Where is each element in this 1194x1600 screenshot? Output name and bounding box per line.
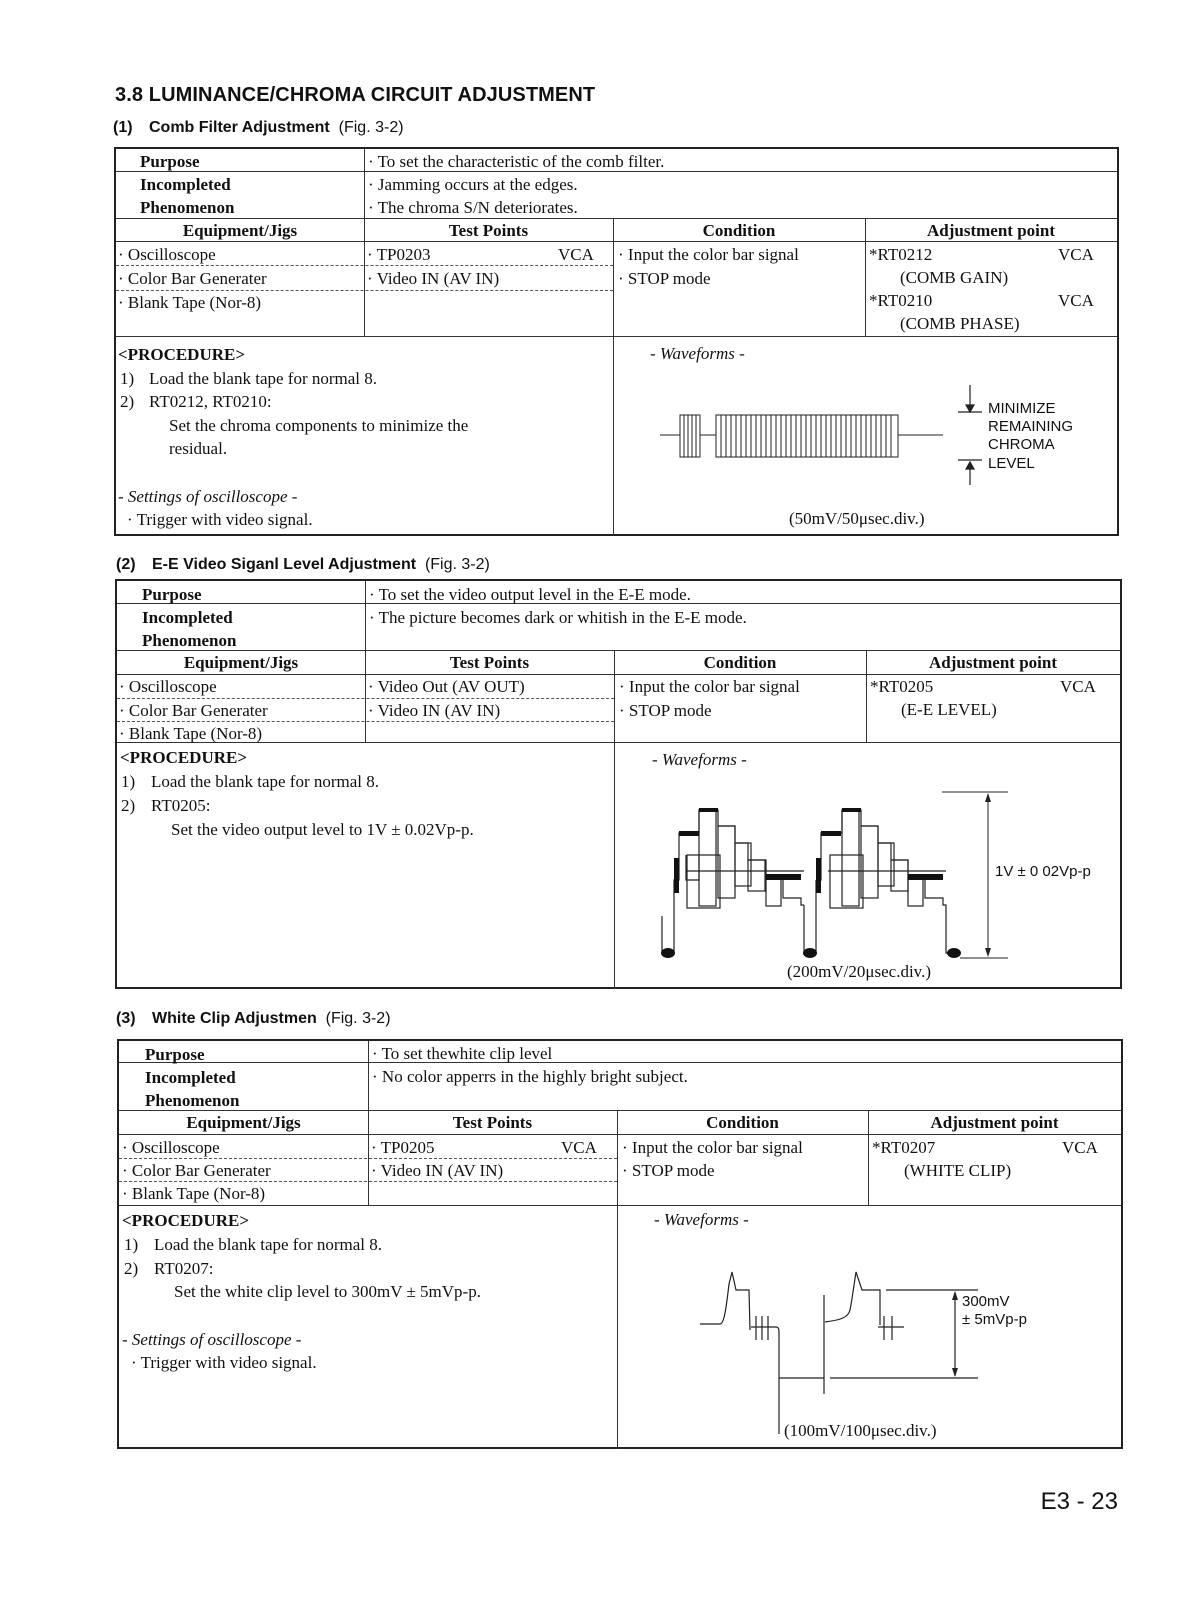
procedure-header: <PROCEDURE>	[118, 345, 246, 364]
condition-item: · Input the color bar signal	[622, 1138, 803, 1157]
adjustment-loc: VCA	[1058, 245, 1094, 264]
osc-setting: · Trigger with video signal.	[131, 1353, 317, 1372]
equipment-item: · Oscilloscope	[119, 677, 217, 696]
equipment-item: · Color Bar Generater	[119, 701, 268, 720]
equipment-item: · Oscilloscope	[122, 1138, 220, 1157]
waveform-note: REMAINING	[988, 418, 1074, 435]
condition-item: · Input the color bar signal	[618, 245, 799, 264]
procedure-step: Set the white clip level to 300mV ± 5mVp-p.	[174, 1282, 481, 1301]
minimize-level-arrows	[955, 385, 985, 485]
equipment-item: · Color Bar Generater	[118, 269, 267, 288]
equipment-header: Equipment/Jigs	[182, 221, 298, 240]
osc-settings-label: - Settings of oscilloscope -	[118, 487, 298, 506]
condition-item: · STOP mode	[618, 269, 711, 288]
section-3-heading: (3) White Clip Adjustmen (Fig. 3-2)	[116, 1010, 391, 1027]
adjustment-loc: VCA	[1060, 677, 1096, 696]
adjustment-point: *RT0210	[869, 291, 933, 310]
test-points-header: Test Points	[448, 221, 529, 240]
adjustment-label: (WHITE CLIP)	[904, 1161, 1012, 1180]
procedure-step: RT0207:	[154, 1259, 214, 1278]
procedure-step: Load the blank tape for normal 8.	[154, 1235, 383, 1254]
test-point: · TP0203	[367, 245, 431, 264]
adjustment-label: (E-E LEVEL)	[901, 700, 997, 719]
adjustment-point: *RT0205	[870, 677, 934, 696]
comb-filter-waveform	[660, 380, 960, 470]
adjustment-loc: VCA	[1058, 291, 1094, 310]
waveforms-label: - Waveforms -	[650, 344, 745, 363]
phenomenon-text: · The picture becomes dark or whitish in the E-E mode.	[369, 608, 747, 627]
purpose-text: · To set the video output level in the E-E mode.	[369, 585, 691, 604]
color-bar-waveform	[660, 800, 1020, 960]
scale-label: (100mV/100μsec.div.)	[784, 1421, 937, 1440]
adjustment-point: *RT0212	[869, 245, 933, 264]
procedure-step: RT0212, RT0210:	[149, 392, 272, 411]
procedure-step: RT0205:	[151, 796, 211, 815]
adjustment-label: (COMB PHASE)	[900, 314, 1020, 333]
procedure-step: residual.	[169, 439, 228, 458]
test-point: · Video IN (AV IN)	[371, 1161, 504, 1180]
adjustment-label: (COMB GAIN)	[900, 268, 1009, 287]
purpose-label: Purpose	[140, 152, 200, 171]
page-number: E3 - 23	[1040, 1488, 1118, 1515]
procedure-step: Load the blank tape for normal 8.	[149, 369, 378, 388]
test-point-loc: VCA	[561, 1138, 597, 1157]
equipment-item: · Oscilloscope	[118, 245, 216, 264]
equipment-item: · Blank Tape (Nor-8)	[118, 293, 262, 312]
section-2-heading: (2) E-E Video Siganl Level Adjustment (Fig. 3-2)	[116, 556, 490, 573]
waveform-note: ± 5mVp-p	[962, 1311, 1027, 1328]
waveforms-label: - Waveforms -	[654, 1210, 749, 1229]
equipment-item: · Blank Tape (Nor-8)	[122, 1184, 266, 1203]
procedure-step: Set the chroma components to minimize the	[169, 416, 469, 435]
scale-label: (50mV/50μsec.div.)	[789, 509, 925, 528]
procedure-header: <PROCEDURE>	[122, 1211, 250, 1230]
test-point: · TP0205	[371, 1138, 435, 1157]
incompleted-label: Incompleted	[140, 175, 231, 194]
section-1-heading: (1) Comb Filter Adjustment (Fig. 3-2)	[113, 119, 404, 136]
waveforms-label: - Waveforms -	[652, 750, 747, 769]
condition-item: · STOP mode	[622, 1161, 715, 1180]
condition-item: · STOP mode	[619, 701, 712, 720]
test-point: · Video Out (AV OUT)	[368, 677, 525, 696]
test-point-loc: VCA	[558, 245, 594, 264]
page-title: 3.8 LUMINANCE/CHROMA CIRCUIT ADJUSTMENT	[115, 84, 596, 106]
procedure-header: <PROCEDURE>	[120, 748, 248, 767]
equipment-item: · Color Bar Generater	[122, 1161, 271, 1180]
waveform-note: 1V ± 0 02Vp-p	[995, 863, 1091, 880]
waveform-note: CHROMA	[988, 436, 1055, 453]
procedure-step: Set the video output level to 1V ± 0.02Vp-p.	[171, 820, 474, 839]
adjustment-point: *RT0207	[872, 1138, 936, 1157]
waveform-note: MINIMIZE	[988, 400, 1056, 417]
purpose-text: · To set the characteristic of the comb filter.	[368, 152, 665, 171]
procedure-step: Load the blank tape for normal 8.	[151, 772, 380, 791]
phenomenon-label: Phenomenon	[140, 198, 235, 217]
equipment-item: · Blank Tape (Nor-8)	[119, 724, 263, 743]
waveform-note: 300mV	[962, 1293, 1010, 1310]
adjustment-loc: VCA	[1062, 1138, 1098, 1157]
osc-setting: · Trigger with video signal.	[127, 510, 313, 529]
test-point: · Video IN (AV IN)	[368, 701, 501, 720]
phenomenon-text: · Jamming occurs at the edges.	[368, 175, 578, 194]
condition-item: · Input the color bar signal	[619, 677, 800, 696]
osc-settings-label: - Settings of oscilloscope -	[122, 1330, 302, 1349]
phenomenon-text: · The chroma S/N deteriorates.	[368, 198, 578, 217]
scale-label: (200mV/20μsec.div.)	[787, 962, 931, 981]
purpose-text: · To set thewhite clip level	[372, 1044, 553, 1063]
waveform-note: LEVEL	[988, 455, 1035, 472]
condition-header: Condition	[702, 221, 776, 240]
white-clip-waveform	[700, 1270, 980, 1410]
phenomenon-text: · No color apperrs in the highly bright subject.	[372, 1067, 688, 1086]
adjustment-header: Adjustment point	[927, 221, 1055, 240]
test-point: · Video IN (AV IN)	[367, 269, 500, 288]
